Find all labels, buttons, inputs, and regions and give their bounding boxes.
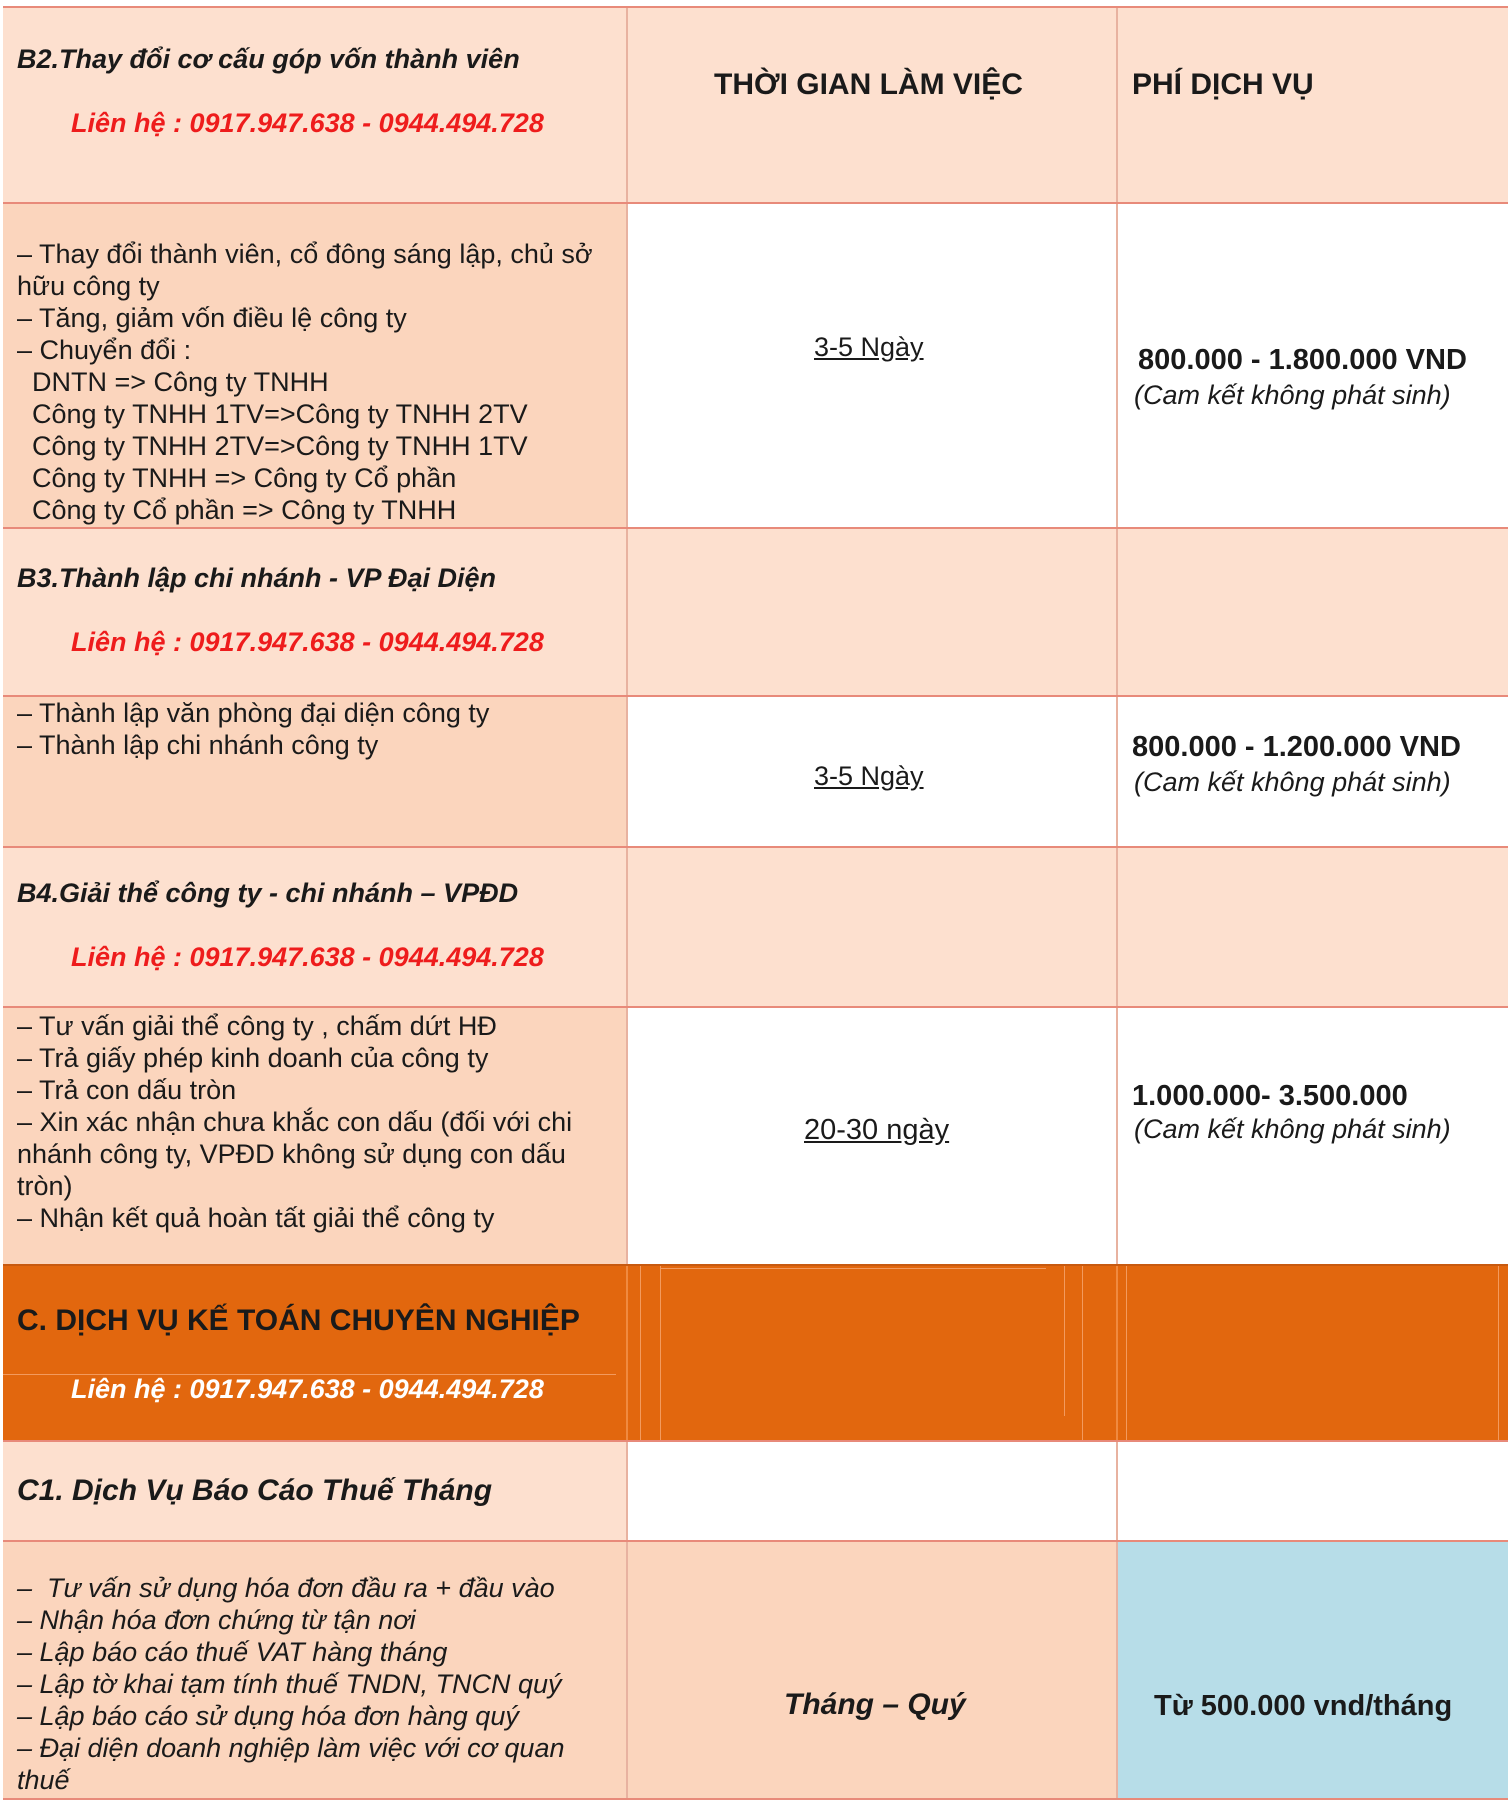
contact-hotline: Liên hệ : 0917.947.638 - 0944.494.728 [71, 627, 544, 657]
b3-content-row [3, 695, 1508, 846]
list-item: – Nhận kết quả hoàn tất giải thể công ty [17, 1203, 495, 1233]
b2-items-cell [3, 204, 628, 527]
divider [660, 1268, 1046, 1269]
list-item: Công ty TNHH 1TV=>Công ty TNHH 2TV [17, 399, 528, 429]
b4-item-list [17, 1010, 572, 1234]
b4-time-value: 20-30 ngày [804, 1114, 950, 1146]
list-item: nhánh công ty, VPĐD không sử dụng con dấu [17, 1139, 566, 1169]
list-item: hữu công ty [17, 271, 160, 301]
section-c-title: C. DỊCH VỤ KẾ TOÁN CHUYÊN NGHIỆP [17, 1304, 580, 1337]
section-b4-title: B4.Giải thể công ty - chi nhánh – VPĐD [17, 878, 519, 908]
section-c1-title: C1. Dịch Vụ Báo Cáo Thuế Tháng [17, 1474, 493, 1507]
divider [660, 1266, 661, 1440]
b3-time-value: 3-5 Ngày [814, 761, 924, 791]
b2-time-cell [628, 204, 1118, 527]
b4-content-row [3, 1006, 1508, 1264]
contact-hotline: Liên hệ : 0917.947.638 - 0944.494.728 [71, 942, 544, 972]
c-header-time-cell [628, 1266, 1118, 1440]
b4-header-row [3, 846, 1508, 1006]
b3-time-cell [628, 697, 1118, 846]
section-b3-title: B3.Thành lập chi nhánh - VP Đại Diện [17, 563, 497, 593]
b3-items-cell [3, 697, 628, 846]
service-price-table [3, 0, 1508, 1800]
b4-fee-note: (Cam kết không phát sinh) [1134, 1114, 1451, 1144]
c1-header-cell [3, 1442, 628, 1540]
divider [1064, 1266, 1065, 1416]
list-item: Công ty TNHH 2TV=>Công ty TNHH 1TV [17, 431, 528, 461]
list-item: – Tư vấn sử dụng hóa đơn đầu ra + đầu vào [17, 1573, 555, 1603]
c1-content-row [3, 1540, 1508, 1800]
section-b2-title: B2.Thay đổi cơ cấu góp vốn thành viên [17, 44, 520, 74]
c1-header-time-cell [628, 1442, 1118, 1540]
list-item: – Tăng, giảm vốn điều lệ công ty [17, 303, 407, 333]
b2-content-row [3, 202, 1508, 527]
b3-fee-cell [1118, 697, 1508, 846]
list-item: thuế [17, 1765, 70, 1795]
column-header-time: THỜI GIAN LÀM VIỆC [714, 68, 1023, 101]
list-item: – Nhận hóa đơn chứng từ tận nơi [17, 1605, 416, 1635]
time-header-cell [628, 8, 1118, 202]
b2-header-row [3, 6, 1508, 202]
b4-items-cell [3, 1008, 628, 1264]
b4-header-fee-cell [1118, 848, 1508, 1006]
c-header-row [3, 1264, 1508, 1440]
list-item: – Tư vấn giải thể công ty , chấm dứt HĐ [17, 1011, 497, 1041]
list-item: – Thành lập văn phòng đại diện công ty [17, 698, 490, 728]
list-item: Công ty TNHH => Công ty Cổ phần [17, 463, 457, 493]
list-item: – Lập báo cáo thuế VAT hàng tháng [17, 1637, 448, 1667]
c1-header-row [3, 1440, 1508, 1540]
c-header-fee-cell [1118, 1266, 1508, 1440]
c1-time-value: Tháng – Quý [784, 1688, 966, 1721]
list-item: tròn) [17, 1171, 73, 1201]
divider [1082, 1266, 1083, 1440]
b3-item-list [17, 697, 489, 761]
b2-header-cell [3, 8, 628, 202]
list-item: – Thành lập chi nhánh công ty [17, 730, 379, 760]
divider [640, 1266, 641, 1440]
c1-time-cell [628, 1542, 1118, 1798]
b3-header-time-cell [628, 529, 1118, 695]
column-header-fee: PHÍ DỊCH VỤ [1132, 68, 1314, 101]
c1-header-fee-cell [1118, 1442, 1508, 1540]
divider [1498, 1266, 1499, 1440]
contact-hotline: Liên hệ : 0917.947.638 - 0944.494.728 [71, 108, 544, 138]
c1-items-cell [3, 1542, 628, 1798]
b4-header-cell [3, 848, 628, 1006]
list-item: – Trả con dấu tròn [17, 1075, 237, 1105]
b4-fee-cell [1118, 1008, 1508, 1264]
list-item: Công ty Cổ phần => Công ty TNHH [17, 495, 457, 525]
b2-fee-value: 800.000 - 1.800.000 VND [1138, 344, 1467, 376]
c1-fee-cell [1118, 1542, 1508, 1798]
divider [1126, 1266, 1127, 1440]
b3-header-fee-cell [1118, 529, 1508, 695]
list-item: – Thay đổi thành viên, cổ đông sáng lập, chủ sở [17, 239, 593, 269]
b2-fee-cell [1118, 204, 1508, 527]
b2-fee-note: (Cam kết không phát sinh) [1134, 380, 1451, 410]
list-item: – Trả giấy phép kinh doanh của công ty [17, 1043, 489, 1073]
list-item: – Đại diện doanh nghiệp làm việc với cơ quan [17, 1733, 565, 1763]
b4-fee-value: 1.000.000- 3.500.000 [1132, 1080, 1408, 1112]
list-item: – Lập tờ khai tạm tính thuế TNDN, TNCN quý [17, 1669, 562, 1699]
b4-header-time-cell [628, 848, 1118, 1006]
b3-header-row [3, 527, 1508, 695]
b4-time-cell [628, 1008, 1118, 1264]
c1-fee-value: Từ 500.000 vnd/tháng [1154, 1690, 1453, 1722]
b3-fee-note: (Cam kết không phát sinh) [1134, 767, 1451, 797]
contact-hotline: Liên hệ : 0917.947.638 - 0944.494.728 [71, 1374, 544, 1404]
c-header-cell [3, 1266, 628, 1440]
list-item: – Lập báo cáo sử dụng hóa đơn hàng quý [17, 1701, 519, 1731]
b3-header-cell [3, 529, 628, 695]
list-item: – Xin xác nhận chưa khắc con dấu (đối với chi [17, 1107, 573, 1137]
b3-fee-value: 800.000 - 1.200.000 VND [1132, 731, 1461, 763]
fee-header-cell [1118, 8, 1508, 202]
b2-item-list [17, 238, 593, 526]
b2-time-value: 3-5 Ngày [814, 332, 924, 362]
c1-item-list [17, 1572, 564, 1796]
list-item: – Chuyển đổi : [17, 335, 192, 365]
list-item: DNTN => Công ty TNHH [17, 367, 329, 397]
